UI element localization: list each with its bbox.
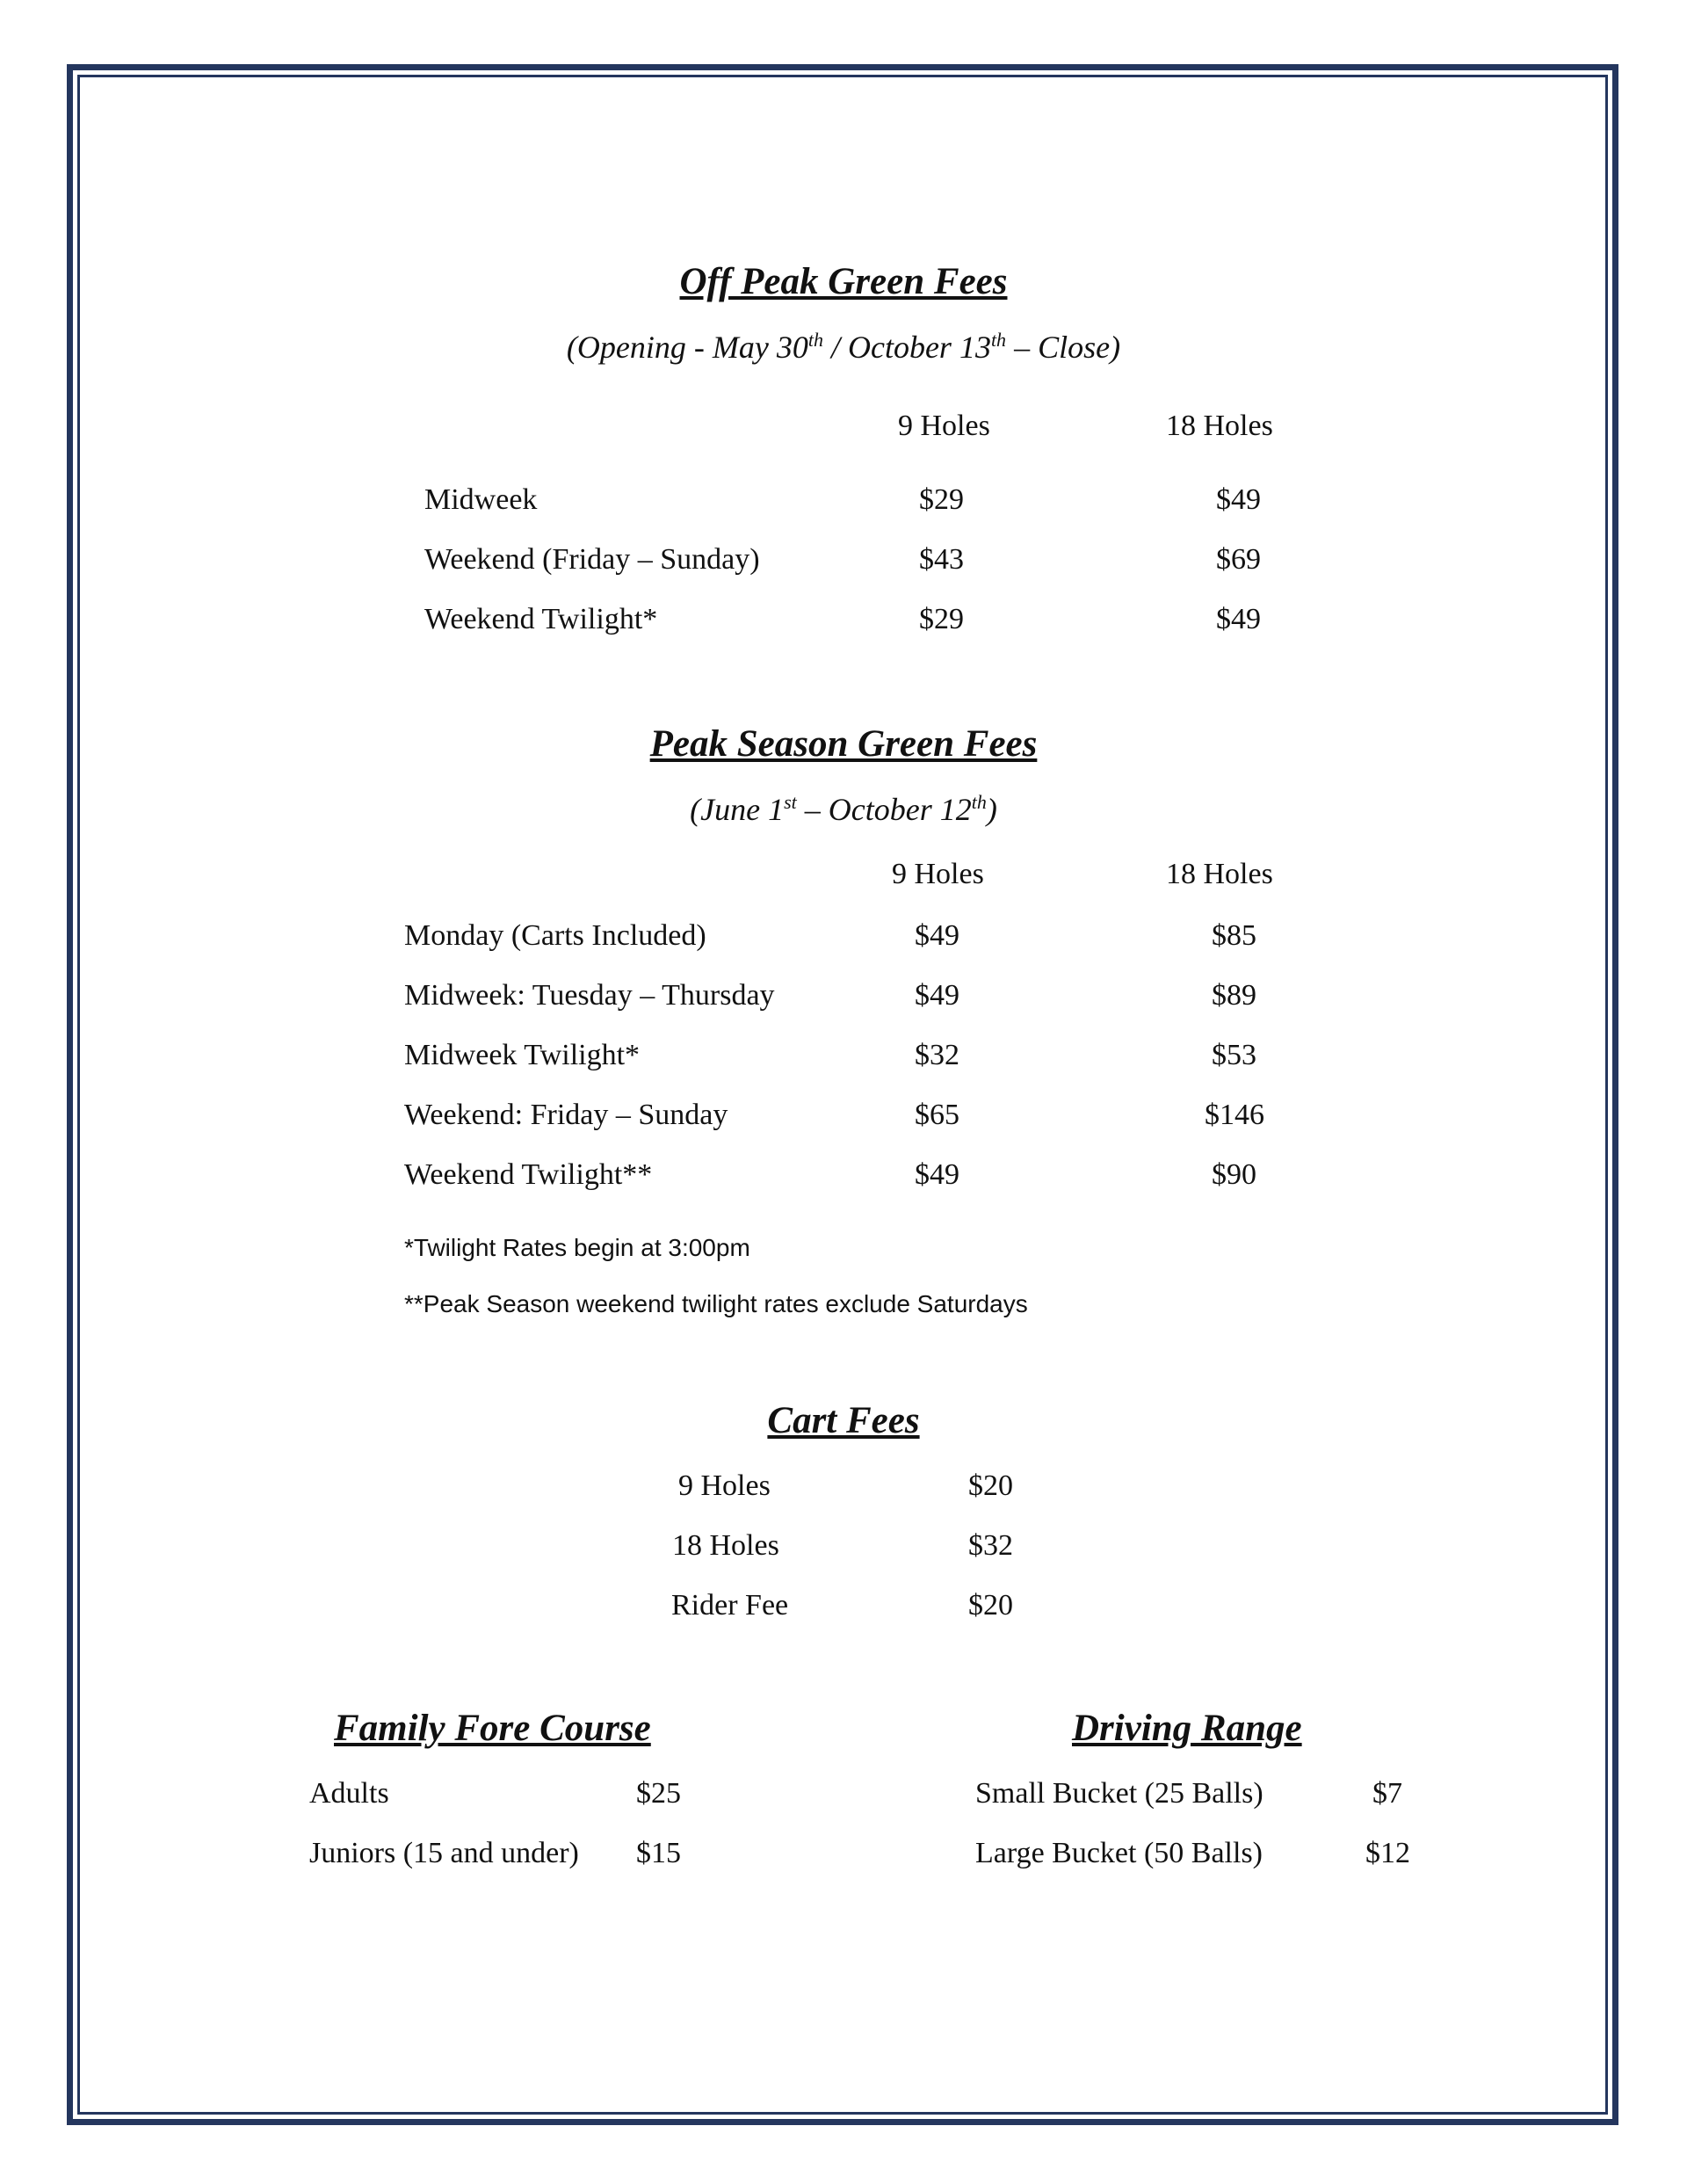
off-peak-title: Off Peak Green Fees [679,261,1008,302]
off-peak-row-label: Weekend Twilight* [424,603,658,635]
peak-row-18-price: $89 [1212,979,1256,1012]
family-row-label: Adults [309,1777,389,1810]
cart-row-label: 18 Holes [672,1529,779,1562]
peak-row-18-price: $53 [1212,1039,1256,1071]
peak-date-range: (June 1st – October 12th) [690,791,997,827]
family-row-price: $15 [636,1837,681,1869]
cart-row-label: 9 Holes [678,1469,771,1502]
peak-row-9-price: $49 [915,1158,959,1191]
range-row-price: $12 [1365,1837,1410,1869]
family-fore-course-title: Family Fore Course [334,1708,651,1749]
driving-range-title: Driving Range [1072,1708,1302,1749]
cart-row-price: $20 [968,1469,1013,1502]
off-peak-row-label: Weekend (Friday – Sunday) [424,543,760,576]
off-peak-row-18-price: $49 [1216,603,1261,635]
cart-row-price: $20 [968,1589,1013,1622]
off-peak-row-9-price: $29 [919,603,964,635]
peak-row-18-price: $146 [1205,1099,1264,1131]
cart-fees-title: Cart Fees [767,1400,920,1441]
peak-row-18-price: $90 [1212,1158,1256,1191]
peak-row-9-price: $65 [915,1099,959,1131]
off-peak-row-label: Midweek [424,483,538,516]
peak-title: Peak Season Green Fees [649,723,1038,765]
family-row-price: $25 [636,1777,681,1810]
peak-row-label: Weekend Twilight** [404,1158,653,1191]
peak-row-18-price: $85 [1212,919,1256,952]
family-row-label: Juniors (15 and under) [309,1837,579,1869]
peak-row-label: Midweek: Tuesday – Thursday [404,979,775,1012]
off-peak-col-9-holes: 9 Holes [898,410,990,442]
range-row-label: Small Bucket (25 Balls) [975,1777,1263,1810]
off-peak-row-9-price: $43 [919,543,964,576]
off-peak-date-range: (Opening - May 30th / October 13th – Close) [566,329,1121,365]
peak-twilight-note: **Peak Season weekend twilight rates exclude Saturdays [404,1290,1028,1317]
cart-row-label: Rider Fee [671,1589,789,1622]
peak-row-9-price: $49 [915,979,959,1012]
off-peak-row-18-price: $69 [1216,543,1261,576]
peak-row-label: Weekend: Friday – Sunday [404,1099,728,1131]
range-row-label: Large Bucket (50 Balls) [975,1837,1263,1869]
peak-row-label: Midweek Twilight* [404,1039,641,1071]
peak-row-label: Monday (Carts Included) [404,919,706,952]
peak-col-9-holes: 9 Holes [892,858,984,890]
twilight-note: *Twilight Rates begin at 3:00pm [404,1234,750,1261]
off-peak-row-18-price: $49 [1216,483,1261,516]
off-peak-col-18-holes: 18 Holes [1166,410,1273,442]
off-peak-row-9-price: $29 [919,483,964,516]
peak-col-18-holes: 18 Holes [1166,858,1273,890]
peak-row-9-price: $49 [915,919,959,952]
cart-row-price: $32 [968,1529,1013,1562]
range-row-price: $7 [1372,1777,1402,1810]
peak-row-9-price: $32 [915,1039,959,1071]
